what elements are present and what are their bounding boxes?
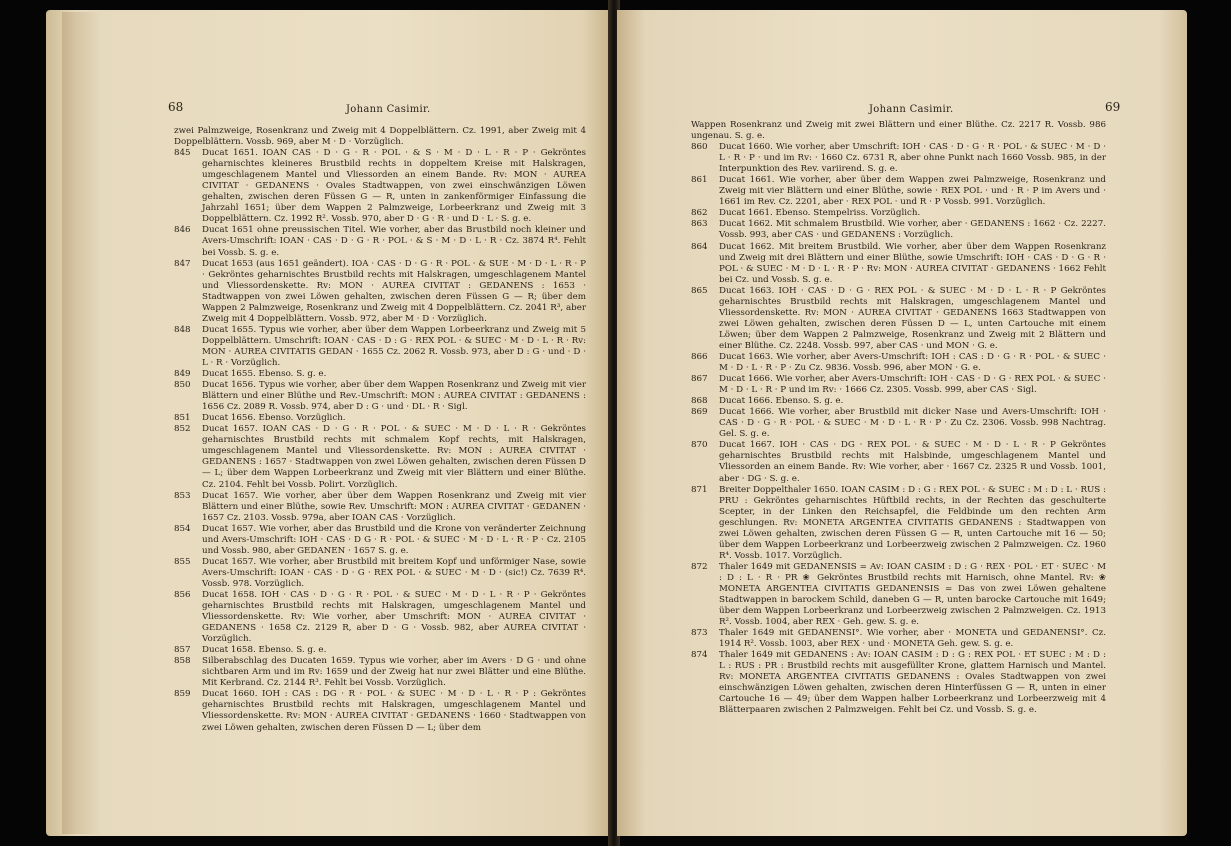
entry-text: Ducat 1651 ohne preussischen Titel. Wie vorher, aber das Brustbild noch kleiner und Avers-Umschrift: IOAN · CAS · D · G · R · POL · & S · M · D · L · R · Cz. 3874 R⁴. Fehlt bei Vossb. S. g. e. (202, 225, 586, 258)
entry-number: 869 (691, 407, 708, 418)
catalog-entry (174, 491, 586, 524)
entry-number: 850 (174, 380, 191, 391)
entry-number: 866 (691, 351, 708, 362)
catalog-entry (174, 557, 586, 590)
catalog-entry (691, 208, 1106, 219)
entry-text: Ducat 1658. Ebenso. S. g. e. (202, 645, 327, 656)
entry-number: 852 (174, 424, 191, 435)
entry-number: 849 (174, 369, 191, 380)
catalog-entry (174, 259, 586, 325)
page-edge-shading (62, 12, 102, 834)
entry-number: 871 (691, 484, 708, 495)
entry-number: 870 (691, 440, 708, 451)
entry-text: Ducat 1666. Ebenso. S. g. e. (719, 396, 844, 407)
entry-text: Ducat 1653 (aus 1651 geändert). IOA · CAS · D · G · R · POL · & SUE · M · D · L · R · P · Gekröntes geharnischtes Brustbild rechts mit Halskragen, umgeschlagenem Mantel und Vliessordenskette. Rv: MON · AUREA CIVITAT : GEDANENS : 1653 · Stadtwappen von zwei Löwen gehalten, zwischen deren Füssen G — R; über dem Wappen 2 Palmzweige, Rosenkranz und Zweig mit 4 Doppelblättern. Cz. 2041 R³, aber Zweig mit 4 Doppelblättern. Vossb. 972, aber M · D · Vorzüglich. (202, 258, 586, 324)
entry-text: Ducat 1667. IOH · CAS · DG · REX POL · & SUEC · M · D · L · R · P Gekröntes geharnischtes Brustbild rechts mit Halsbinde, umgeschlagenem Mantel und Vliessorden an einem Bande. Rv: Wie vorher, aber · 1667 Cz. 2325 R und Vossb. 1001, aber · DG · S. g. e. (719, 440, 1106, 484)
entry-text: Ducat 1662. Mit breitem Brustbild. Wie vorher, aber über dem Wappen Rosenkranz und Zweig mit drei Blättern und einer Blüthe, sowie Umschrift: IOH · CAS · D · G · R · POL · & SUEC · M · D · L · R · P · Rv: MON · AUREA CIVITAT · GEDANENS · 1662 Fehlt bei Cz. und Vossb. S. g. e. (719, 241, 1106, 285)
entry-number: 863 (691, 219, 708, 230)
running-head: Johann Casimir. (346, 104, 431, 115)
entry-text: Ducat 1661. Wie vorher, aber über dem Wappen zwei Palmzweige, Rosenkranz und Zweig mit vier Blättern und einer Blüthe, sowie · REX POL · und · R · P im Avers und · 1661 im Rev. Cz. 2201, aber · REX POL · und R · P Vossb. 991. Vorzüglich. (719, 175, 1106, 208)
page-text (174, 126, 586, 734)
entry-text: Silberabschlag des Ducaten 1659. Typus wie vorher, aber im Avers · D G · und ohne sichtbaren Arm und im Rv: 1659 und der Zweig hat nur zwei Blätter und eine Blüthe. Mit Kerbrand. Cz. 2144 R³. Fehlt bei Vossb. Vorzüglich. (202, 656, 586, 689)
entry-text: Ducat 1663. Wie vorher, aber Avers-Umschrift: IOH : CAS : D · G · R · POL · & SUEC · M · D · L · R · P · Zu Cz. 9836. Vossb. 996, aber MON · G. e. (719, 351, 1106, 374)
catalog-entry (174, 225, 586, 258)
catalog-entry (174, 645, 586, 656)
entry-text: Breiter Doppelthaler 1650. IOAN CASIM : D : G : REX POL · & SUEC : M : D : L · RUS : PRU : Gekröntes geharnischtes Hüftbild rechts, in der Rechten das geschulterte Scepter, in der Linken den Reichsapfel, die Feldbinde um den rechten Arm geschlungen. Rv: MONETA ARGENTEA CIVITATIS GEDANENS : Stadtwappen von zwei Löwen gehalten, zwischen deren Füssen G — R, unten Cartouche mit 16 — 50; über dem Wappen Lorbeerkranz und Lorbeerzweig zwischen 2 Palmzweigen. Cz. 1960 R⁴. Vossb. 1017. Vorzüglich. (719, 484, 1106, 561)
catalog-entry (174, 325, 586, 369)
entry-list (691, 142, 1106, 716)
catalog-entry (691, 407, 1106, 440)
entry-text: Ducat 1655. Ebenso. S. g. e. (202, 369, 327, 380)
entry-number: 868 (691, 396, 708, 407)
entry-text: Thaler 1649 mit GEDANENSIS = Av: IOAN CASIM : D : G · REX · POL · ET · SUEC · M : D : L · R · PR ❀ Gekröntes Brustbild rechts mit Harnisch, ohne Mantel. Rv: ❀ MONETA ARGENTEA CIVITATIS GEDANENSIS = Das von zwei Löwen gehaltene Stadtwappen in barockem Schild, daneben G — R, unten barocke Cartouche mit 1649; über dem Wappen Lorbeerkranz und Lorbeerzweig zwischen 2 Palmzweigen. Cz. 1913 R². Vossb. 1004, aber REX · Geh. gew. S. g. e. (719, 561, 1106, 628)
catalog-entry (174, 656, 586, 689)
entry-text: Ducat 1655. Typus wie vorher, aber über dem Wappen Lorbeerkranz und Zweig mit 5 Doppelblättern. Umschrift: IOAN · CAS · D : G · REX POL · & SUEC · M · D · L · R · Rv: MON · AUREA CIVITATIS GEDAN · 1655 Cz. 2062 R. Vossb. 973, aber D : G · und · D · L · R · Vorzüglich. (202, 324, 586, 368)
catalog-entry (691, 650, 1106, 716)
entry-number: 846 (174, 225, 191, 236)
entry-text: Ducat 1651. IOAN CAS · D · G · R · POL · & S · M · D · L · R · P · Gekröntes geharnischtes kleineres Brustbild rechts in doppeltem Kreise mit Halskragen, umgeschlagenem Mantel und Vliessorden an einem Bande. Rv: MON · AUREA CIVITAT · GEDANENS · Ovales Stadtwappen, von zwei einschwänzigen Löwen gehalten, zwischen deren Füssen G — R, unten in zankenförmiger Einfassung die Jahrzahl 1651; über dem Wappen 2 Palmzweige, Lorbeerkranz und Zweig mit 3 Doppelblättern. Cz. 1992 R². Vossb. 970, aber D · G · R · und D · L · S. g. e. (202, 148, 586, 225)
entry-text: Ducat 1656. Ebenso. Vorzüglich. (202, 413, 346, 424)
entry-number: 857 (174, 645, 191, 656)
running-head: Johann Casimir. (869, 104, 954, 115)
entry-text: Ducat 1662. Mit schmalem Brustbild. Wie vorher, aber · GEDANENS : 1662 · Cz. 2227. Vossb. 993, aber CAS · und GEDANENS : Vorzüglich. (719, 219, 1106, 241)
catalog-entry (174, 424, 586, 490)
catalog-entry (691, 396, 1106, 407)
entry-text: Ducat 1661. Ebenso. Stempelriss. Vorzüglich. (719, 208, 921, 219)
page-text (691, 120, 1106, 717)
entry-number: 865 (691, 285, 708, 296)
entry-number: 874 (691, 650, 708, 661)
entry-number: 860 (691, 142, 708, 153)
entry-text: Thaler 1649 mit GEDANENSI°. Wie vorher, aber · MONETA und GEDANENSI°. Cz. 1914 R². Vossb. 1003, aber REX · und · MONETA Geh. gew. S. g. e. (719, 628, 1106, 650)
catalog-entry (691, 286, 1106, 352)
entry-number: 847 (174, 258, 191, 269)
entry-text: Ducat 1656. Typus wie vorher, aber über dem Wappen Rosenkranz und Zweig mit vier Blättern und einer Blüthe und Rev.-Umschrift: MON : AUREA CIVITAT : GEDANENS : 1656 Cz. 2089 R. Vossb. 974, aber D : G · und · DL · R · Sigl. (202, 380, 586, 413)
catalog-entry (691, 485, 1106, 562)
page-number: 69 (1105, 100, 1121, 114)
entry-number: 859 (174, 689, 191, 700)
entry-number: 856 (174, 589, 191, 600)
entry-number: 851 (174, 413, 191, 424)
entry-number: 848 (174, 324, 191, 335)
catalog-entry (691, 219, 1106, 241)
catalog-entry (174, 689, 586, 733)
catalog-entry (691, 175, 1106, 208)
right-page (617, 10, 1187, 836)
entry-number: 861 (691, 175, 708, 186)
entry-text: Ducat 1660. Wie vorher, aber Umschrift: IOH · CAS · D · G · R · POL · & SUEC · M · D · L · R · P · und im Rv: · 1660 Cz. 6731 R, aber ohne Punkt nach 1660 Vossb. 985, in der Interpunktion des Rev. variirend. S. g. e. (719, 142, 1106, 175)
entry-text: Ducat 1660. IOH : CAS : DG · R · POL · & SUEC · M · D · L · R · P : Gekröntes geharnischtes Brustbild rechts mit Halskragen, umgeschlagenem Mantel und Vliessordenskette. Rv: MON · AUREA CIVITAT · GEDANENS · 1660 · Stadtwappen von zwei Löwen gehalten, zwischen deren Füssen D — L; über dem (202, 689, 586, 733)
entry-number: 864 (691, 241, 708, 252)
catalog-entry (174, 413, 586, 424)
entry-text: Ducat 1658. IOH · CAS · D · G · R · POL · & SUEC · M · D · L · R · P · Gekröntes geharnischtes Brustbild rechts mit Halskragen, umgeschlagenem Mantel und Vliessordenskette. Rv: Wie vorher, aber Umschrift: MON · AUREA CIVITAT · GEDANENS · 1658 Cz. 2129 R, aber D · G · Vossb. 982, aber AUREA CIVITAT · Vorzüglich. (202, 589, 586, 645)
catalog-entry (691, 142, 1106, 175)
catalog-entry (691, 242, 1106, 286)
catalog-entry (174, 148, 586, 225)
catalog-entry (691, 562, 1106, 628)
catalog-entry (174, 590, 586, 645)
catalog-entry (691, 440, 1106, 484)
entry-number: 867 (691, 374, 708, 385)
catalog-entry (691, 374, 1106, 396)
catalog-entry (174, 524, 586, 557)
entry-text: Ducat 1666. Wie vorher, aber Avers-Umschrift: IOH · CAS · D · G · REX POL · & SUEC · M · D · L · R · P und im Rv: · 1666 Cz. 2305. Vossb. 999, aber CAS · Sigl. (719, 374, 1106, 396)
entry-number: 855 (174, 556, 191, 567)
entry-text: Ducat 1657. Wie vorher, aber über dem Wappen Rosenkranz und Zweig mit vier Blättern und einer Blüthe, sowie Rev. Umschrift: MON : AUREA CIVITAT · GEDANEN · 1657 Cz. 2103. Vossb. 979a, aber IOAN CAS · Vorzüglich. (202, 490, 586, 523)
entry-text: Thaler 1649 mit GEDANENS : Av: IOAN CASIM : D : G : REX POL · ET SUEC : M : D : L : RUS : PR : Brustbild rechts mit ausgefüllter Krone, glattem Harnisch und Mantel. Rv: MONETA ARGENTEA CIVITATIS GEDANENS : Ovales Stadtwappen von zwei einschwänzigen Löwen gehalten, zwischen deren Hinterfüssen G — R, unten in einer Cartouche 16 — 49; über dem Wappen halber Lorbeerkranz und Lorbeerzweig mit 4 Blätterpaaren zwischen 2 Palmzweigen. Fehlt bei Cz. und Vossb. S. g. e. (719, 650, 1106, 716)
entry-number: 845 (174, 148, 191, 159)
catalog-entry (174, 369, 586, 380)
entry-number: 862 (691, 208, 708, 219)
catalog-entry (691, 628, 1106, 650)
catalog-entry (691, 352, 1106, 374)
entry-number: 858 (174, 656, 191, 667)
entry-text: Ducat 1666. Wie vorher, aber Brustbild mit dicker Nase und Avers-Umschrift: IOH · CAS · D · G · R · POL · & SUEC · M · D · L · R · P · Zu Cz. 2306. Vossb. 998 Nachtrag. Gel. S. g. e. (719, 407, 1106, 440)
entry-text: Ducat 1657. Wie vorher, aber Brustbild mit breitem Kopf und unförmiger Nase, sowie Avers-Umschrift: IOAN · CAS · D · G · REX POL · & SUEC · M · D · (sic!) Cz. 7639 R⁴. Vossb. 978. Vorzüglich. (202, 556, 586, 589)
left-page (46, 10, 611, 836)
continuation-paragraph: zwei Palmzweige, Rosenkranz und Zweig mit 4 Doppelblättern. Cz. 1991, aber Zweig mit 4 Doppelblättern. Vossb. 969, aber M · D · Vorzüglich. (174, 126, 586, 148)
entry-number: 854 (174, 523, 191, 534)
entry-text: Ducat 1657. Wie vorher, aber das Brustbild und die Krone von veränderter Zeichnung und Avers-Umschrift: IOH · CAS · D G · R · POL · & SUEC · M · D · L · R · P · Cz. 2105 und Vossb. 980, aber GEDANEN · 1657 S. g. e. (202, 523, 586, 556)
entry-number: 853 (174, 490, 191, 501)
entry-number: 872 (691, 561, 708, 572)
catalog-entry (174, 380, 586, 413)
entry-list (174, 148, 586, 733)
continuation-paragraph: Wappen Rosenkranz und Zweig mit zwei Blättern und einer Blüthe. Cz. 2217 R. Vossb. 986 ungenau. S. g. e. (691, 120, 1106, 142)
page-number: 68 (168, 100, 184, 114)
entry-text: Ducat 1663. IOH · CAS · D · G · REX POL · & SUEC · M · D · L · R · P Gekröntes geharnischtes Brustbild rechts mit Halskragen, umgeschlagenem Mantel und Vliessordenskette. Rv: MON · AUREA CIVITAT · GEDANENS 1663 Stadtwappen von zwei Löwen gehalten, zwischen deren Füssen D — L, unten Cartouche mit einem Löwen; über dem Wappen 2 Palmzweige, Rosenkranz und Zweig mit 2 Blättern und einer Blüthe. Cz. 2248. Vossb. 997, aber CAS · und MON · G. e. (719, 285, 1106, 351)
entry-number: 873 (691, 628, 708, 639)
entry-text: Ducat 1657. IOAN CAS · D · G · R · POL · & SUEC · M · D · L · R · Gekröntes geharnischtes Brustbild rechts mit schmalem Kopf rechts, mit Halskragen, umgeschlagenem Mantel und Vliessordenskette. Rv: MON : AUREA CIVITAT · GEDANENS : 1657 · Stadtwappen von zwei Löwen gehalten, zwischen deren Füssen D — L; über dem Wappen Lorbeerkranz und Zweig mit vier Blättern und einer Blüthe. Cz. 2104. Fehlt bei Vossb. Polirt. Vorzüglich. (202, 424, 586, 490)
